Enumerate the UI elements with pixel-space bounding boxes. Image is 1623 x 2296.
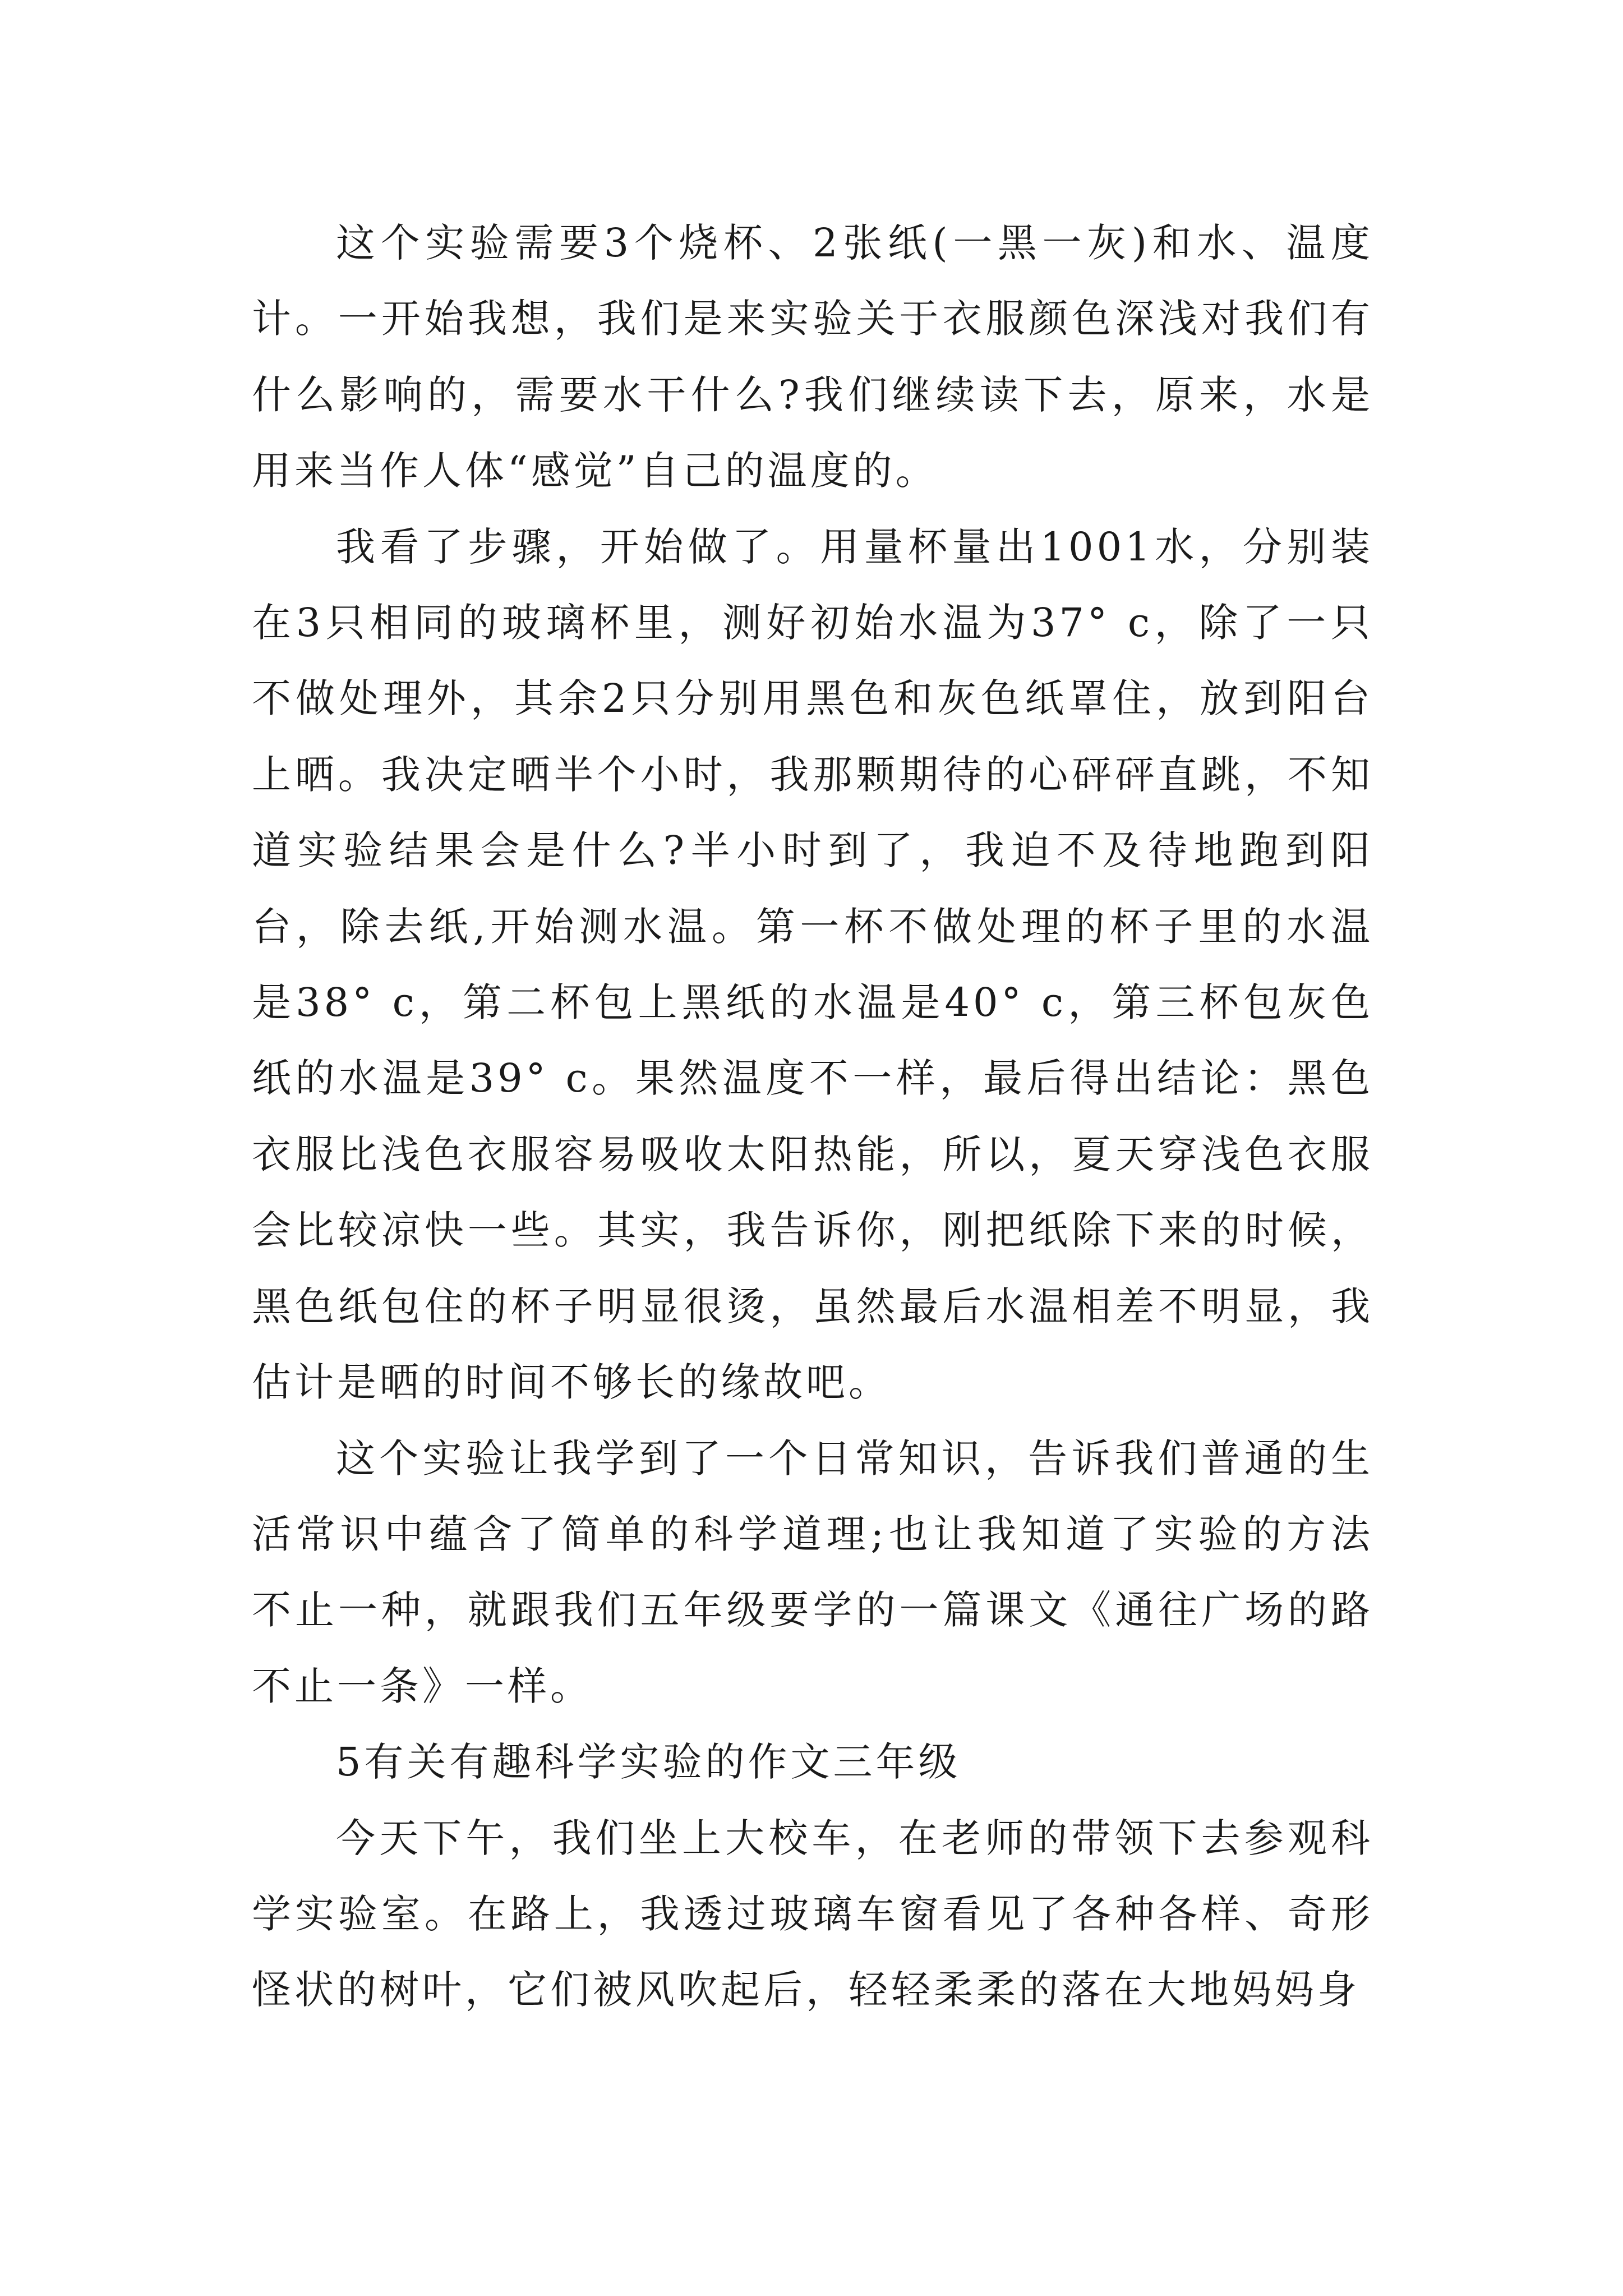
essay-heading: 5有关有趣科学实验的作文三年级: [336, 1739, 961, 1786]
document-body: [252, 205, 1373, 2028]
paragraph-experiment-process: 我看了步骤，开始做了。用量杯量出1001水，分别装在3只相同的玻璃杯里，测好初始水温为37° c，除了一只不做处理外，其余2只分别用黑色和灰色纸罩住，放到阳台上晒。我决定晒半个小时，我那颗期待的心砰砰直跳，不知道实验结果会是什么?半小时到了，我迫不及待地跑到阳台，除去纸,开始测水温。第一杯不做处理的杯子里的水温是38° c，第二杯包上黑纸的水温是40° c，第三杯包灰色纸的水温是39° c。果然温度不一样，最后得出结论：黑色衣服比浅色衣服容易吸收太阳热能，所以，夏天穿浅色衣服会比较凉快一些。其实，我告诉你，刚把纸除下来的时候，黑色纸包住的杯子明显很烫，虽然最后水温相差不明显，我估计是晒的时间不够长的缘故吧。: [252, 523, 1373, 1406]
paragraph-lab-visit: 今天下午，我们坐上大校车，在老师的带领下去参观科学实验室。在路上，我透过玻璃车窗看见了各种各样、奇形怪状的树叶，它们被风吹起后，轻轻柔柔的落在大地妈妈身: [252, 1815, 1373, 2013]
paragraph-experiment-conclusion: 这个实验让我学到了一个日常知识，告诉我们普通的生活常识中蕴含了简单的科学道理;也让我知道了实验的方法不止一种，就跟我们五年级要学的一篇课文《通往广场的路不止一条》一样。: [252, 1435, 1373, 1709]
paragraph-experiment-materials: 这个实验需要3个烧杯、2张纸(一黑一灰)和水、温度计。一开始我想，我们是来实验关于衣服颜色深浅对我们有什么影响的，需要水干什么?我们继续读下去，原来，水是用来当作人体“感觉”自己的温度的。: [252, 220, 1373, 494]
